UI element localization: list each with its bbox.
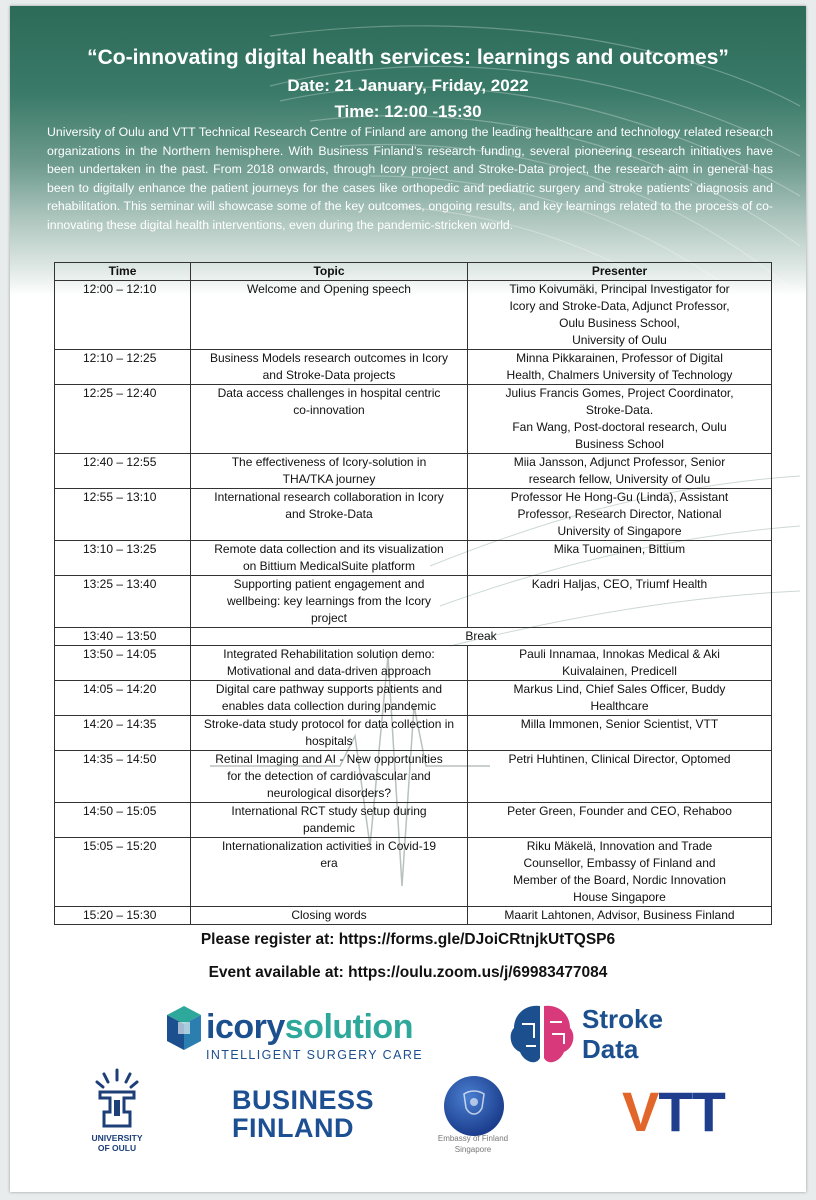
agenda-topic-line: on Bittium MedicalSuite platform (242, 559, 416, 573)
agenda-presenter-line: Oulu Business School, (559, 316, 680, 330)
agenda-topic (191, 454, 468, 489)
agenda-row (55, 803, 772, 838)
agenda-presenter-line: Business School (575, 437, 664, 451)
agenda-presenter (468, 541, 772, 576)
agenda-presenter (468, 646, 772, 681)
agenda-topic-line: wellbeing: key learnings from the Icory (226, 594, 432, 608)
event-date: Date: 21 January, Friday, 2022 (287, 76, 529, 95)
agenda-presenter-line: Mika Tuomainen, Bittium (553, 542, 686, 556)
agenda-row (55, 541, 772, 576)
agenda-time: 12:10 – 12:25 (55, 350, 191, 385)
agenda-row (55, 489, 772, 541)
agenda-presenter-line: House Singapore (573, 890, 666, 904)
flyer-page (10, 6, 806, 1192)
agenda-topic (191, 751, 468, 803)
agenda-presenter-line: University of Singapore (557, 524, 682, 538)
agenda-time: 13:50 – 14:05 (55, 646, 191, 681)
agenda-row (55, 646, 772, 681)
agenda-presenter-line: Kuivalainen, Predicell (562, 664, 677, 678)
agenda-topic-line: and Stroke-Data (285, 507, 373, 521)
agenda-topic (191, 646, 468, 681)
agenda-presenter (468, 281, 772, 350)
agenda-presenter-line: Maarit Lahtonen, Advisor, Business Finland (504, 908, 735, 922)
agenda-row (55, 576, 772, 628)
agenda-time: 15:20 – 15:30 (55, 907, 191, 925)
agenda-topic-line: Supporting patient engagement and (233, 577, 425, 591)
agenda-topic-line: Motivational and data-driven approach (226, 664, 432, 678)
stroke-data-logo-text: Stroke Data (582, 1004, 663, 1064)
agenda-presenter-line: Icory and Stroke-Data, Adjunct Professor, (509, 299, 730, 313)
agenda-topic-line: Data access challenges in hospital centric (217, 386, 441, 400)
intro-paragraph: University of Oulu and VTT Technical Research Centre of Finland are among the leading healthcare and technology related research organizations in the Northern hemisphere. With Business Finland’s research funding, several pioneering research initiatives have been undertaken in the past. From 2018 onwards, through Icory project and Stroke-Data project, the research aim in general has been to digitally enhance the patient journeys for the cases like orthopedic and pediatric surgery and stroke patients’ diagnosis and rehabilitation. This seminar will showcase some of the key outcomes, ongoing results, and key learnings related to the process of co-innovating these digital health interventions, even during the pandemic-stricken world. (47, 125, 773, 232)
event-title: “Co-innovating digital health services: learnings and outcomes” (87, 46, 729, 69)
agenda-presenter-line: Petri Huhtinen, Clinical Director, Optomed (508, 752, 731, 766)
agenda-row (55, 385, 772, 454)
agenda-topic-line: THA/TKA journey (282, 472, 376, 486)
agenda-time: 12:40 – 12:55 (55, 454, 191, 489)
agenda-topic-line: The effectiveness of Icory-solution in (231, 455, 427, 469)
agenda-presenter (468, 350, 772, 385)
agenda-time: 14:05 – 14:20 (55, 681, 191, 716)
agenda-presenter-line: Healthcare (590, 699, 649, 713)
agenda-topic-line: Digital care pathway supports patients and (215, 682, 443, 696)
agenda-presenter-line: Professor He Hong-Gu (Linda), Assistant (510, 490, 729, 504)
agenda-time: 12:55 – 13:10 (55, 489, 191, 541)
brain-icon (506, 1002, 578, 1070)
agenda-row (55, 350, 772, 385)
agenda-presenter-line: Kadri Haljas, CEO, Triumf Health (531, 577, 708, 591)
agenda-topic (191, 803, 468, 838)
agenda-presenter-line: Fan Wang, Post-doctoral research, Oulu (512, 420, 727, 434)
event-time: Time: 12:00 -15:30 (334, 102, 482, 121)
agenda-topic-line: era (320, 856, 338, 870)
icory-logo-text: icorysolution (206, 1008, 413, 1046)
agenda-presenter (468, 751, 772, 803)
agenda-time: 12:25 – 12:40 (55, 385, 191, 454)
agenda-topic-line: enables data collection during pandemic (221, 699, 437, 713)
agenda-presenter-line: Miia Jansson, Adjunct Professor, Senior (513, 455, 726, 469)
agenda-topic-line: co-innovation (293, 403, 365, 417)
agenda-topic (191, 350, 468, 385)
agenda-presenter (468, 907, 772, 925)
agenda-time: 13:10 – 13:25 (55, 541, 191, 576)
agenda-row (55, 681, 772, 716)
agenda-row (55, 454, 772, 489)
agenda-time: 13:25 – 13:40 (55, 576, 191, 628)
agenda-presenter (468, 681, 772, 716)
agenda-body (55, 281, 772, 925)
agenda-topic-line: neurological disorders? (266, 786, 392, 800)
icory-cube-icon (164, 1004, 204, 1054)
embassy-logo-text: Embassy of Finland Singapore (437, 1134, 509, 1154)
agenda-topic-line: Integrated Rehabilitation solution demo: (223, 647, 435, 661)
agenda-topic (191, 576, 468, 628)
agenda-row (55, 281, 772, 350)
agenda-time: 14:20 – 14:35 (55, 716, 191, 751)
agenda-time: 15:05 – 15:20 (55, 838, 191, 907)
agenda-time: 14:35 – 14:50 (55, 751, 191, 803)
agenda-topic (191, 838, 468, 907)
agenda-presenter-line: Minna Pikkarainen, Professor of Digital (516, 351, 723, 365)
agenda-topic-line: Business Models research outcomes in Icory (209, 351, 449, 365)
agenda-topic-line: pandemic (302, 821, 356, 835)
agenda-presenter-line: Member of the Board, Nordic Innovation (513, 873, 726, 887)
agenda-topic-line: hospitals (305, 734, 353, 748)
agenda-row (55, 628, 772, 646)
agenda-presenter (468, 385, 772, 454)
agenda-topic (191, 281, 468, 350)
agenda-presenter (468, 803, 772, 838)
agenda-presenter (468, 454, 772, 489)
agenda-presenter-line: Riku Mäkelä, Innovation and Trade (526, 839, 713, 853)
agenda-presenter-line: Stroke-Data. (585, 403, 654, 417)
agenda-topic-line: Remote data collection and its visualization (214, 542, 444, 556)
agenda-topic-line: Closing words (291, 908, 367, 922)
agenda-presenter-line: Markus Lind, Chief Sales Officer, Buddy (513, 682, 726, 696)
agenda-topic-line: International research collaboration in Icory (214, 490, 444, 504)
event-link[interactable]: Event available at: https://oulu.zoom.us/j/69983477084 (208, 964, 608, 981)
agenda-presenter-line: Peter Green, Founder and CEO, Rehaboo (507, 804, 732, 818)
agenda-topic-line: Welcome and Opening speech (247, 282, 411, 296)
agenda-presenter-line: Pauli Innamaa, Innokas Medical & Aki (519, 647, 720, 661)
vtt-logo-text: VTT (622, 1080, 725, 1143)
agenda-topic (191, 385, 468, 454)
agenda-row (55, 907, 772, 925)
agenda-presenter (468, 489, 772, 541)
agenda-presenter-line: Counsellor, Embassy of Finland and (523, 856, 716, 870)
header-presenter: Presenter (468, 263, 772, 281)
registration-link[interactable]: Please register at: https://forms.gle/DJoiCRtnjkUtTQSP6 (200, 931, 616, 948)
agenda-presenter (468, 838, 772, 907)
agenda-table (54, 262, 772, 925)
university-of-oulu-logo-text: UNIVERSITY OF OULU (91, 1133, 143, 1153)
agenda-topic (191, 716, 468, 751)
icory-tagline: INTELLIGENT SURGERY CARE (206, 1048, 423, 1062)
agenda-presenter-line: Health, Chalmers University of Technology (506, 368, 733, 382)
business-finland-logo-text: BUSINESS FINLAND (232, 1085, 375, 1143)
agenda-topic-line: Internationalization activities in Covid-19 (221, 839, 437, 853)
agenda-presenter-line: Timo Koivumäki, Principal Investigator for (509, 282, 730, 296)
agenda-row (55, 751, 772, 803)
agenda-topic-line: Retinal Imaging and AI - New opportunities (215, 752, 443, 766)
agenda-row (55, 838, 772, 907)
agenda-topic-line: International RCT study setup during (231, 804, 427, 818)
agenda-time: 12:00 – 12:10 (55, 281, 191, 350)
agenda-topic-line: for the detection of cardiovascular and (227, 769, 431, 783)
agenda-presenter-line: Professor, Research Director, National (517, 507, 722, 521)
agenda-presenter (468, 576, 772, 628)
agenda-topic (191, 489, 468, 541)
agenda-header-row (55, 263, 772, 281)
agenda-topic-line: Stroke-data study protocol for data collection in (203, 717, 455, 731)
agenda-presenter-line: University of Oulu (572, 333, 667, 347)
agenda-topic (191, 541, 468, 576)
header-time: Time (55, 263, 191, 281)
agenda-time: 13:40 – 13:50 (55, 628, 191, 646)
embassy-of-finland-emblem-icon (442, 1074, 506, 1138)
agenda-topic-line: project (310, 611, 348, 625)
agenda-row (55, 716, 772, 751)
agenda-presenter-line: Milla Immonen, Senior Scientist, VTT (520, 717, 719, 731)
agenda-time: 14:50 – 15:05 (55, 803, 191, 838)
header-topic: Topic (191, 263, 468, 281)
agenda-presenter (468, 716, 772, 751)
agenda-topic (191, 681, 468, 716)
agenda-topic-line: and Stroke-Data projects (262, 368, 396, 382)
agenda-presenter-line: Julius Francis Gomes, Project Coordinator, (505, 386, 734, 400)
agenda-presenter-line: research fellow, University of Oulu (528, 472, 711, 486)
agenda-topic (191, 907, 468, 925)
university-of-oulu-logo-icon (94, 1068, 140, 1130)
agenda-break: Break (191, 628, 772, 646)
